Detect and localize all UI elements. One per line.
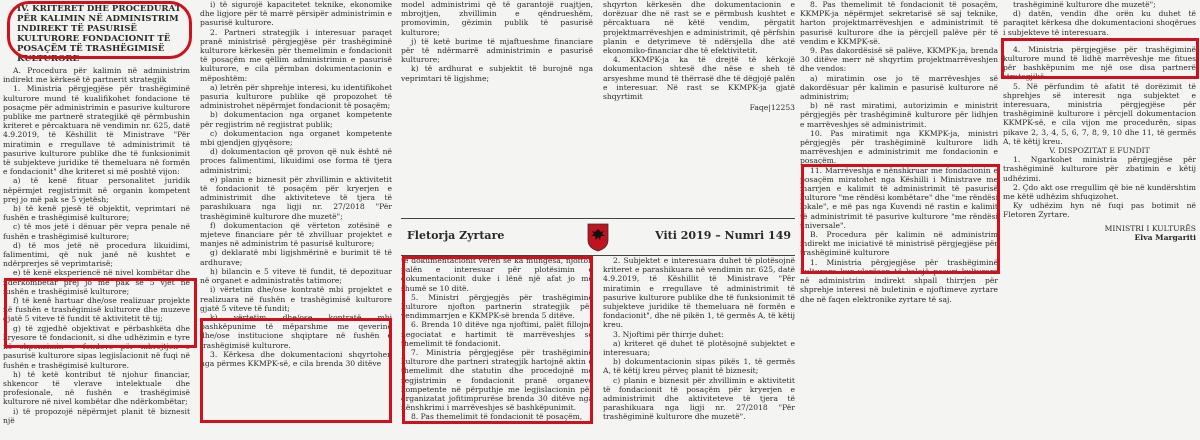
paragraph: i) vërtetim dhe/ose kontratë mbi projektet e realizuara në fushën e trashëgimisë kulturore gjatë 5 viteve të fundit;	[200, 285, 392, 313]
paragraph: a) kriteret që duhet të plotësojnë subjektet e interesuara;	[603, 338, 795, 358]
text-column-4-bottom	[603, 256, 795, 440]
paragraph: i) të propozojë nëpërmjet planit të biznesit një	[3, 406, 190, 425]
paragraph: 5. Ministri përgjegjës për trashëgiminë kulturore njofton partnerin strategjik për vendimmarrjen e KKMPK-së brenda 5 ditëve.	[401, 292, 593, 321]
paragraph: 11. Marrëveshja e nënshkruar me fondacionin e posaçëm miratohet nga Këshilli i Ministrave me marrjen e kalimit të administrimit të pasurisë kulturore "me rëndësi kombëtare" dhe "me rëndësi lokale", e më pas nga Kuvendi në rastin e kalimit të administrimit të pasurive kulturore "me rëndësi universale".	[800, 165, 998, 230]
text-column-1	[3, 0, 190, 440]
paragraph: A. Procedura për kalimin në administrim indirekt me kërkesë të partnerit strategjik	[3, 66, 190, 85]
paragraph: c) planin e biznesit për zhvillimin e aktivitetit të fondacionit të posaçëm për kryerjen e administrimit dhe aktiviteteve të tjera të parashikuara nga ligji nr. 27/2018 "Për trashëgiminë kulturore dhe muzetë".	[603, 375, 795, 422]
text-column-6	[1003, 0, 1196, 440]
paragraph: 8. Pas themelimit të fondacionit të posaçëm,	[411, 412, 583, 422]
paragraph: e) planin e biznesit për zhvillimin e aktivitetit të fondacionit të posaçëm për kryerjen e administrimit dhe aktiviteteve të tjera të parashikuara nga ligji nr. 27/2018 "Për trashëgiminë kulturore dhe muzetë";	[200, 174, 392, 221]
paragraph: 2. Çdo akt ose rregullim që bie në kundërshtim me këtë udhëzim shfuqizohet.	[1003, 182, 1196, 202]
paragraph: 8. Pas themelimit të fondacionit të posaçëm, KKMPK-ja nëpërmjet sekretarisë së saj teknike, harton projektmarrëveshjen e administrimit të pasurisë kulturore dhe ia përcjell palëve për të vendim e KKMPK-së.	[800, 0, 998, 46]
paragraph: b) dokumentacion nga organet kompetente për regjistrim në regjistrat publik;	[200, 110, 392, 129]
paragraph: Ky udhëzim hyn në fuqi pas botimit në Fletoren Zyrtare.	[1003, 201, 1196, 220]
text-column-3-top	[401, 0, 593, 213]
paragraph: b) të kenë pjesë të objektit, veprimtari në fushën e trashëgimisë kulturore;	[3, 204, 190, 223]
paragraph: model administrimi që të garantojë ruajtjen, mbrojtjen, zhvillimin e qëndrueshëm, promovimin, gëzimin publik të pasurisë kulturore;	[401, 0, 593, 37]
eagle-emblem-icon	[586, 222, 610, 252]
paragraph: i) të sigurojë kapacitetet teknike, ekonomike dhe ligjore për të marrë përsipër administrimin e pasurisë kulturore.	[200, 0, 392, 28]
paragraph: 3. Njoftimi për thirrje duhet:	[613, 329, 724, 339]
paragraph: a) letrën për shprehje interesi, ku identifikohet pasuria kulturore publike që propozohet të administrohet nëpërmjet fondacionit të posaçëm;	[200, 82, 392, 111]
paragraph: e) të kenë eksperiencë në nivel kombëtar dhe ndërkombëtar prej jo më pak se 5 vjet në fushën e trashëgimisë kulturore;	[3, 268, 190, 296]
paragraph: h) të ketë kontribut të njohur financiar, shkencor të vlerave intelektuale dhe profesionale, në fushën e trashëgimisë kulturore në nivel kombëtar dhe ndërkombëtar;	[3, 369, 190, 407]
paragraph: f) dokumentacion që vërteton zotësinë e mjeteve financiare për të zhvilluar projektet e manjes në administrim të pasurisë kulturore;	[200, 220, 392, 249]
paragraph: 10. Pas miratimit nga KKMPK-ja, ministri përgjegjës për trashëgiminë kulturore lidh marrëveshjen e administrimit me fondacionin e posaçëm.	[800, 128, 998, 166]
paragraph: f) të kenë hartuar dhe/ose realizuar projekte në fushën e trashëgimisë kulturore dhe muzeve gjatë 5 viteve të fundit të aktivitetit të tij;	[3, 296, 190, 324]
chapter-heading: IV. KRITERET DHE PROCEDURAT PËR KALIMIN NË ADMINISTRIM INDIREKT TË PASURISË KULTURORE FONDACIONIT TË POSAÇËM TË TRASHËGIMISË KULTURORE	[17, 4, 182, 64]
gazette-name: Fletorja Zyrtare	[407, 229, 505, 242]
paragraph: trashëgiminë kulturore dhe muzetë";	[1013, 0, 1156, 9]
paragraph: 3. Kërkesa dhe dokumentacioni shqyrtohen nga përmes KKMPK-së, e cila brenda 30 ditëve	[200, 349, 392, 368]
paragraph: 1. Ministria përgjegjëse për trashëgiminë kulturore kur vlerëson të kalojë pasuri kulturore në administrim indirekt shpall thirrjen për shprehje interesi në buletinin e njoftimeve zyrtare dhe në faqen elektronike zyrtare të saj.	[800, 257, 998, 304]
paragraph: h) bilancin e 5 viteve të fundit, të depozituar në organet e administratës tatimore;	[200, 266, 392, 286]
paragraph: k) të ardhurat e subjektit të burojnë nga veprimtari të ligjshme;	[401, 64, 593, 83]
paragraph: j) të ketë burime të mjaftueshme financiare për të ndërmarrë administrimin e pasurisë kulturore;	[401, 36, 593, 65]
paragraph: të dokumentacionit vëren se ka mungesa, njofton palën e interesuar për plotësimin e dokumentacionit duke i lënë një afat jo më shumë se 10 ditë.	[401, 256, 593, 293]
paragraph: 4. KKMPK-ja ka të drejtë të kërkojë dokumentacion shtesë dhe nëse e sheh të arsyeshme mund të thërrasë dhe të dëgjojë palën e interesuar. Në rast se KKMPK-ja gjatë shqyrtimit	[603, 55, 795, 102]
paragraph: d) dokumentacion që provon që nuk është në proces falimentimi, likuidimi ose forma të tjera administrimi;	[200, 147, 392, 175]
paragraph: d) datën, vendin dhe orën ku duhet të paraqitet kërkesa dhe dokumentacioni shoqërues i subjekteve të interesuara.	[1003, 9, 1196, 37]
paragraph: b) në rast miratimi, autorizimin e ministrit përgjegjës për trashëgiminë kulturore për lidhjen e marrëveshjes së administrimit.	[800, 101, 998, 129]
gazette-header	[401, 218, 795, 256]
paragraph: B. Procedura për kalimin në administrim indirekt me iniciativë të ministrisë përgjegjëse për trashëgiminë kulturore	[800, 230, 998, 258]
paragraph: a) të kenë fituar personalitet juridik nëpërmjet regjistrimit në organin kompetent prej jo më pak se 5 vjetësh;	[3, 176, 190, 204]
gazette-issue: Viti 2019 – Numri 149	[655, 229, 791, 242]
text-column-2	[200, 0, 392, 440]
paragraph: 2. Subjektet e interesuara duhet të plotësojnë kriteret e parashikuara në vendimin nr. 625, datë 4.9.2019, të Këshillit të Ministrave "Për miratimin e rregullave të administrimit të pasurive kulturore publike dhe të funksionimit të subjekteve juridike të themeluara në formën e fondacionit", dhe në pikën 1, të germës A, të këtij kreu.	[603, 256, 795, 330]
section-heading: V. DISPOZITAT E FUNDIT	[1049, 146, 1150, 156]
paragraph: g) të zgjedhë objektivat e përbashkëta dhe kryesore të fondacionit, si dhe udhëzimin e tyre në shpenzimin e fondeve për mbrojtjen e pasurisë kulturore sipas legjislacionit në fuqi në fushën e trashëgimisë kulturore.	[3, 323, 190, 370]
paragraph: c) dokumentacion nga organet kompetente mbi gjendjen gjyqësore;	[200, 128, 392, 148]
signature-name: Elva Margariti	[1134, 232, 1196, 242]
paragraph: 7. Ministria përgjegjëse për trashëgiminë kulturore dhe partneri strategjik hartojnë aktin e themelimit dhe statutin dhe procedojnë me regjistrimin e fondacionit pranë organeve kompetente në përputhje me legjislacionin për organizatat jofitimprurëse brenda 30 ditëve nga nënshkrimi i marrëveshjes së bashkëpunimit.	[401, 348, 593, 413]
paragraph: g) deklaratë mbi ligjshmërinë e burimit të të ardhurave;	[200, 248, 392, 267]
paragraph: c) të mos jetë i dënuar për vepra penale në fushën e trashëgimisë kulturore;	[3, 222, 190, 241]
paragraph: shqyrton kërkesën dhe dokumentacionin e dorëzuar dhe në rast se e përmbush kushtet e përcaktuara në këtë vendim, përgatit projektmarrëveshjen e administrimit, që përfshin planin e detyrimeve të ndërsjella dhe atë ekonomiko-financiar dhe të efektivitetit.	[603, 0, 795, 56]
paragraph: 1. Ngarkohet ministria përgjegjëse për trashëgiminë kulturore për zbatimin e këtij udhëzimi.	[1003, 155, 1196, 183]
text-column-3-bottom	[401, 256, 593, 440]
paragraph: 2. Partneri strategjik i interesuar paraqet pranë ministrisë përgjegjëse për trashëgiminë kulturore kërkesën për themelimin e fondacionit të posaçëm me qëllim administrimin e pasurisë kulturore, e cila përmban dokumentacionin e mëposhtëm:	[200, 27, 392, 83]
signature-title: MINISTRI I KULTURËS	[1104, 223, 1196, 233]
paragraph: a) miratimin ose jo të marrëveshjes së dakordësuar për kalimin e pasurisë kulturore në administrim;	[800, 73, 998, 102]
paragraph: 6. Brenda 10 ditëve nga njoftimi, palët fillojnë negociatat e hartimit të marrëveshjes së themelimit të fondacionit.	[401, 320, 593, 348]
page-number: Faqe|12253	[749, 103, 795, 113]
paragraph: b) dokumentacionin sipas pikës 1, të germës A, të këtij kreu përveç planit të biznesit;	[603, 357, 795, 376]
paragraph: 1. Ministria përgjegjëse për trashëgiminë kulturore mund të kualifikohet fondacione të posaçme për administrimin e pasurive kulturore publike me partnerë strategjikë që përmbushin kriteret e përcaktuara në vendimin nr. 625, datë 4.9.2019, të Këshillit të Ministrave "Për miratimin e rregullave të administrimit të pasurive kulturore publike dhe të funksionimit të subjekteve juridike të themeluara në formën e fondacionit" dhe kriteret si më poshtë vijon:	[3, 84, 190, 177]
paragraph: 9. Pas dakordësisë së palëve, KKMPK-ja, brenda 30 ditëve merr në shqyrtim projektmarrëveshjen dhe vendos:	[800, 46, 998, 74]
text-column-4-top	[603, 0, 795, 213]
text-column-5	[800, 0, 998, 440]
paragraph: k) vërtetim dhe/ose kontratë mbi bashkëpunime të mëparshme me qeverinë dhe/ose institucione shqiptare në fushën e trashëgimisë kulturore.	[200, 312, 392, 350]
paragraph: 5. Në përfundim të afatit të dorëzimit të shprehjes së interesit nga subjektet e interesuara, ministria përgjegjëse për trashëgiminë kulturore i përcjell dokumentacion KKMPK-së, e cila vijon me procedurën, sipas pikave 2, 3, 4, 5, 6, 7, 8, 9, 10 dhe 11, të germës A, të këtij kreu.	[1003, 81, 1196, 146]
paragraph: d) të mos jetë në procedura likuidimi, falimentimi, që nuk janë në kushtet e ndërprerjes së veprimtarisë;	[3, 240, 190, 269]
paragraph: 4. Ministria përgjegjëse për trashëgiminë kulturore mund të lidhë marrëveshje me fitues për bashkëpunim me një ose disa partnerë strategjikë.	[1003, 44, 1196, 82]
